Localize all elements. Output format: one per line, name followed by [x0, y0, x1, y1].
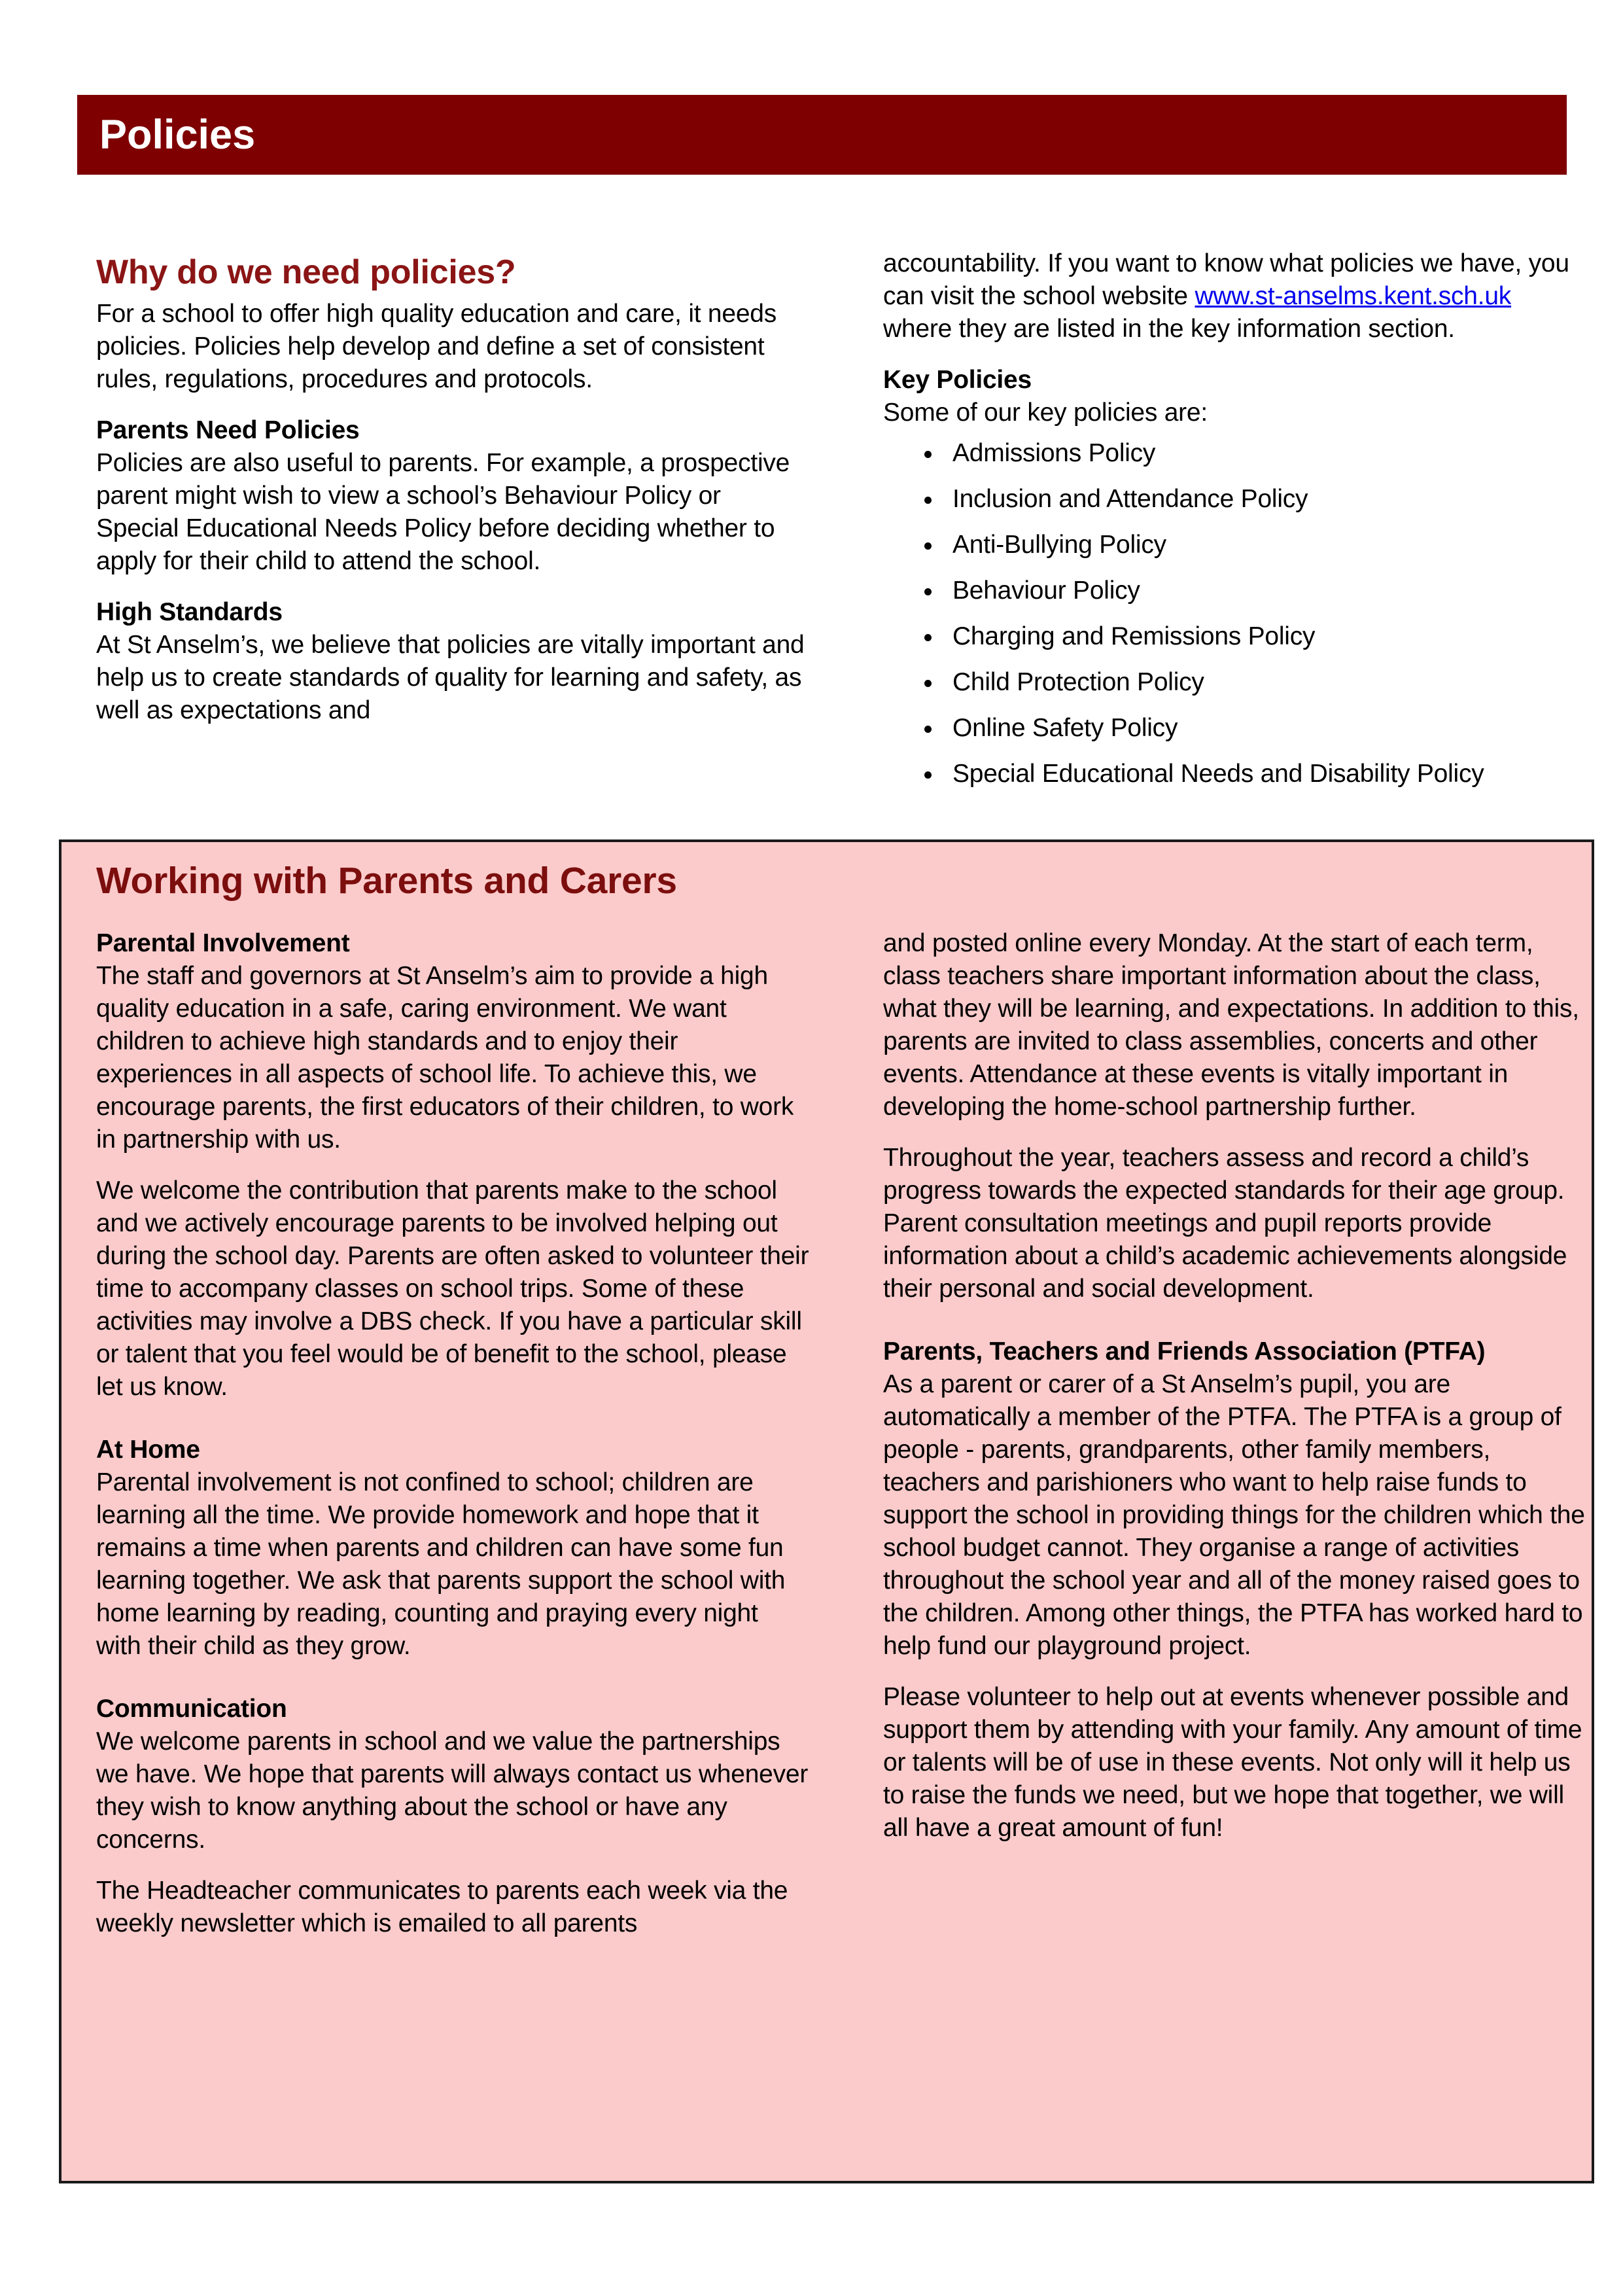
subheading-key-policies: Key Policies [883, 366, 1032, 394]
policy-list-item: • Child Protection Policy [943, 666, 1570, 699]
parents-need-policies-paragraph: Policies are also useful to parents. For example, a prospective parent might wish to view a school’s Behaviour Policy or Special Educational Needs Policy before deciding whether to apply for their child to attend the school. [96, 449, 790, 575]
policy-list-item: • Online Safety Policy [943, 712, 1570, 745]
subheading-high-standards: High Standards [96, 598, 283, 626]
subheading-at-home: At Home [96, 1436, 200, 1464]
parental-involvement-paragraph-2: We welcome the contribution that parents make to the school and we actively encourage parents to be involved helping out during the school day. Parents are often asked to volunteer their time to accompany classes on school trips. Some of these activities may involve a DBS check. If you have a particular skill or talent that you feel would be of benefit to the school, please let us know. [96, 1176, 809, 1401]
accountability-paragraph [883, 247, 1570, 345]
subheading-ptfa: Parents, Teachers and Friends Association (PTFA) [883, 1337, 1486, 1366]
subheading-communication: Communication [96, 1695, 287, 1723]
communication-paragraph-2: The Headteacher communicates to parents each week via the weekly newsletter which is emailed to all parents [96, 1877, 788, 1937]
working-with-parents-box [59, 839, 1594, 2183]
policy-list-item: • Special Educational Needs and Disability Policy [943, 758, 1570, 790]
assessment-paragraph: Throughout the year, teachers assess and record a child’s progress towards the expected standards for their age group. Parent consultation meetings and pupil reports provide information about a child’s academic achievements alongside their personal and social development. [883, 1144, 1567, 1303]
high-standards-paragraph: At St Anselm’s, we believe that policies are vitally important and help us to create standards of quality for learning and safety, as well as expectations and [96, 631, 805, 724]
key-policies-intro: Some of our key policies are: [883, 398, 1208, 427]
ptfa-paragraph-2: Please volunteer to help out at events whenever possible and support them by attending with your family. Any amount of time or talents will be of use in these events. Not only will it help us to raise the funds we need, but we hope that together, we will all have a great amount of fun! [883, 1683, 1582, 1842]
newsletter-continuation-paragraph: and posted online every Monday. At the start of each term, class teachers share important information about the class, what they will be learning, and expectations. In addition to this, parents are invited to class assemblies, concerts and other events. Attendance at these events is vitally important in developing the home-school partnership further. [883, 929, 1579, 1121]
box-title-working-with-parents: Working with Parents and Carers [96, 860, 677, 902]
key-policies-list [883, 437, 1570, 790]
school-website-link[interactable]: www.st-anselms.kent.sch.uk [1195, 282, 1512, 310]
communication-paragraph-1: We welcome parents in school and we value the partnerships we have. We hope that parents will always contact us whenever they wish to know anything about the school or have any concerns. [96, 1727, 809, 1854]
policy-list-item: • Inclusion and Attendance Policy [943, 483, 1570, 516]
policies-intro-paragraph: For a school to offer high quality education and care, it needs policies. Policies help develop and define a set of consistent rules, regulations, procedures and protocols. [96, 300, 777, 393]
at-home-paragraph: Parental involvement is not confined to school; children are learning all the time. We provide homework and hope that it remains a time when parents and children can have some fun learning together. We ask that parents support the school with home learning by reading, counting and praying every night with their child as they grow. [96, 1468, 786, 1660]
parental-involvement-paragraph-1: The staff and governors at St Anselm’s aim to provide a high quality education in a safe, caring environment. We want children to achieve high standards and to enjoy their experiences in all aspects of school life. To achieve this, we encourage parents, the first educators of their children, to work in partnership with us. [96, 962, 794, 1154]
page-title: Policies [99, 112, 256, 158]
parents-box-left-column [96, 927, 809, 1958]
policies-left-column [96, 252, 806, 745]
section-heading-why-policies: Why do we need policies? [96, 253, 516, 291]
parents-box-right-column [883, 927, 1593, 1863]
policy-list-item: • Charging and Remissions Policy [943, 620, 1570, 653]
page-header-bar [77, 95, 1567, 175]
accountability-text-after-link: where they are listed in the key information section. [883, 315, 1455, 343]
policy-list-item: • Behaviour Policy [943, 574, 1570, 607]
policy-list-item: • Admissions Policy [943, 437, 1570, 470]
subheading-parents-need-policies: Parents Need Policies [96, 416, 360, 444]
ptfa-paragraph-1: As a parent or carer of a St Anselm’s pupil, you are automatically a member of the PTFA. The PTFA is a group of people - parents, grandparents, other family members, teachers and parishioners who want to help raise funds to support the school in providing things for the children which the school budget cannot. They organise a range of activities throughout the school year and all of the money raised goes to the children. Among other things, the PTFA has worked hard to help fund our playground project. [883, 1370, 1585, 1660]
subheading-parental-involvement: Parental Involvement [96, 929, 350, 957]
policies-right-column [883, 247, 1570, 804]
accountability-text-before-link: accountability. If you want to know what policies we have, you can visit the school website [883, 249, 1569, 310]
policy-list-item: • Anti-Bullying Policy [943, 529, 1570, 561]
